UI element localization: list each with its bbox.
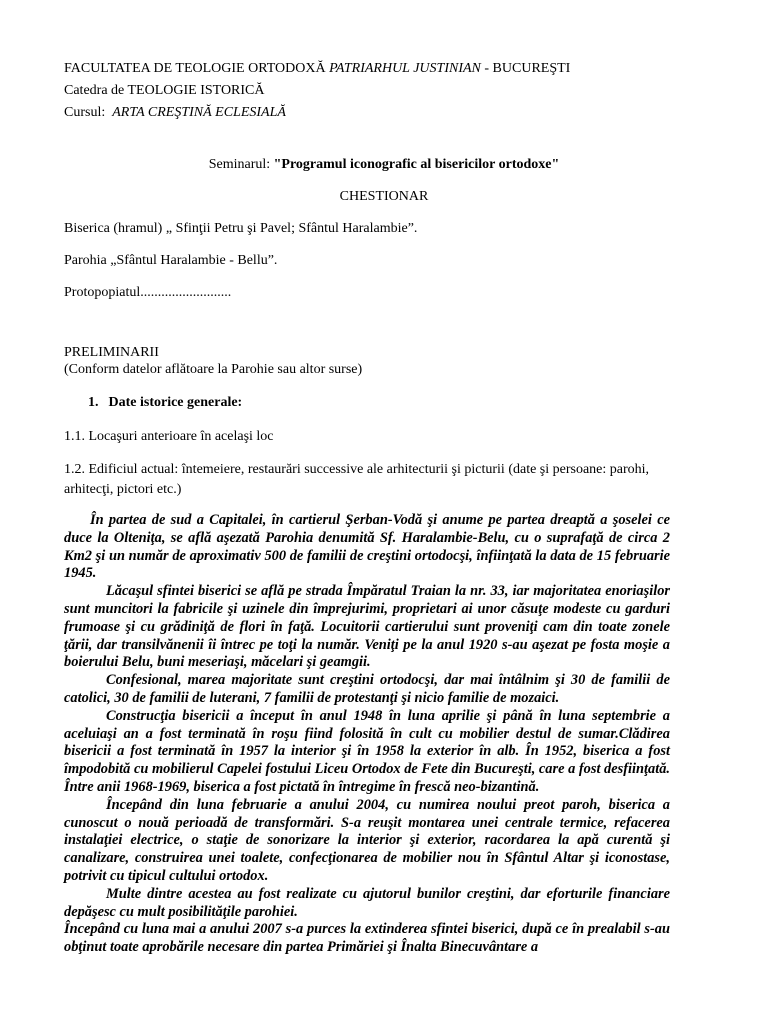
history-paragraph-6: Începând din luna februarie a anului 2004, cu numirea noului preot paroh, biserica a cunoscut o nouă perioadă de transformări. S-a reuşit montarea unei centrale termice, refacerea instalaţiei electrice, o staţie de sonorizare la interior şi exterior, racordarea la apă curentă şi canalizare, construirea unei toalete, confecţionarea de mobilier nou în Sfântul Altar şi iconostase, potrivit cu tipicul cultului ortodox.	[64, 796, 670, 884]
catedra-line: Catedra de TEOLOGIE ISTORICĂ	[64, 83, 265, 98]
course-line	[64, 104, 286, 121]
parohia-field: Parohia „Sfântul Haralambie - Bellu”.	[64, 253, 278, 268]
preliminarii-title: PRELIMINARII	[64, 345, 159, 360]
doc-type-heading: CHESTIONAR	[339, 189, 429, 204]
section-heading	[88, 394, 242, 411]
faculty-suffix: - BUCUREŞTI	[480, 61, 571, 76]
history-paragraph-2: Lăcaşul sfintei biserici se află pe strada Împăratul Traian la nr. 33, iar majoritatea enoriaşilor sunt muncitori la fabricile şi uzinele din împrejurimi, proprietari ai unor căsuţe modeste cu garduri frumoase şi cu grădiniţă de flori în faţă. Locuitorii cartierului sunt proveniţi cam din toate zonele ţării, dar transilvănenii îi întrec pe toţi la număr. Veniţi pe la anul 1920 s-au aşezat pe fosta moşie a boierului Belu, buni meseriaşi, măcelari şi geamgii.	[64, 583, 670, 671]
section-number: 1.	[88, 395, 99, 410]
history-paragraph-7: Multe dintre acestea au fost realizate cu ajutorul bunilor creştini, dar eforturile financiare depăşesc cu mult posibilităţile parohiei.	[64, 885, 670, 920]
course-name: ARTA CREŞTINĂ ECLESIALĂ	[112, 105, 286, 120]
faculty-prefix: FACULTATEA DE TEOLOGIE ORTODOXĂ	[64, 61, 330, 76]
biserica-field: Biserica (hramul) „ Sfinţii Petru şi Pavel; Sfântul Haralambie”.	[64, 221, 418, 236]
subsection-1-2: 1.2. Edificiul actual: întemeiere, restaurări successive ale arhitecturii şi picturii (date şi persoane: parohi, arhitecţi, pictori etc.)	[64, 462, 650, 497]
protopopiatul-field: Protopopiatul..........................	[64, 285, 232, 300]
faculty-line	[64, 60, 570, 77]
seminar-label: Seminarul:	[208, 157, 274, 172]
course-label: Cursul:	[64, 105, 106, 120]
history-paragraph-4: Construcţia bisericii a început în anul 1948 în luna aprilie şi până în luna septembrie a aceluiaşi an a fost terminată în roşu fiind folosită în cult cu mobilier destul de sumar.Clădirea bisericii a fost terminată în 1957 la interior şi în 1958 la exterior în alb. În 1952, biserica a fost împodobită cu mobilierul Capelei fostului Liceu Ortodox de Fete din Bucureşti, care a fost desfiinţată.	[64, 707, 671, 778]
section-title: Date istorice generale:	[108, 395, 243, 410]
history-paragraph-8: Începând cu luna mai a anului 2007 s-a purces la extinderea sfintei biserici, după ce în prealabil s-au obţinut toate aprobările necesare din partea Primăriei şi Înalta Binecuvântare a	[64, 921, 670, 956]
subsection-1-1: 1.1. Locaşuri anterioare în acelaşi loc	[64, 429, 274, 444]
seminar-line	[0, 156, 768, 173]
faculty-name: PATRIARHUL JUSTINIAN	[329, 61, 481, 76]
seminar-title: "Programul iconografic al bisericilor ortodoxe"	[273, 157, 560, 172]
history-paragraph-3: Confesional, marea majoritate sunt creştini ortodocşi, dar mai întâlnim şi 30 de familii de catolici, 30 de familii de luterani, 7 familii de protestanţi şi nicio familie de mozaici.	[64, 672, 670, 706]
history-paragraph-5: Între anii 1968-1969, biserica a fost pictată în întregime în frescă neo-bizantină.	[64, 778, 540, 795]
history-paragraph-1: În partea de sud a Capitalei, în cartierul Şerban-Vodă şi anume pe partea dreaptă a şoselei ce duce la Olteniţa, se află aşezată Parohia denumită Sf. Haralambie-Belu, cu o suprafaţă de circa 2 Km2 şi un număr de aproximativ 500 de familii de creştini ortodocşi, înfiinţată la data de 15 februarie 1945.	[64, 512, 670, 582]
history-text	[64, 512, 670, 957]
preliminarii-note: (Conform datelor aflătoare la Parohie sau altor surse)	[64, 362, 363, 377]
